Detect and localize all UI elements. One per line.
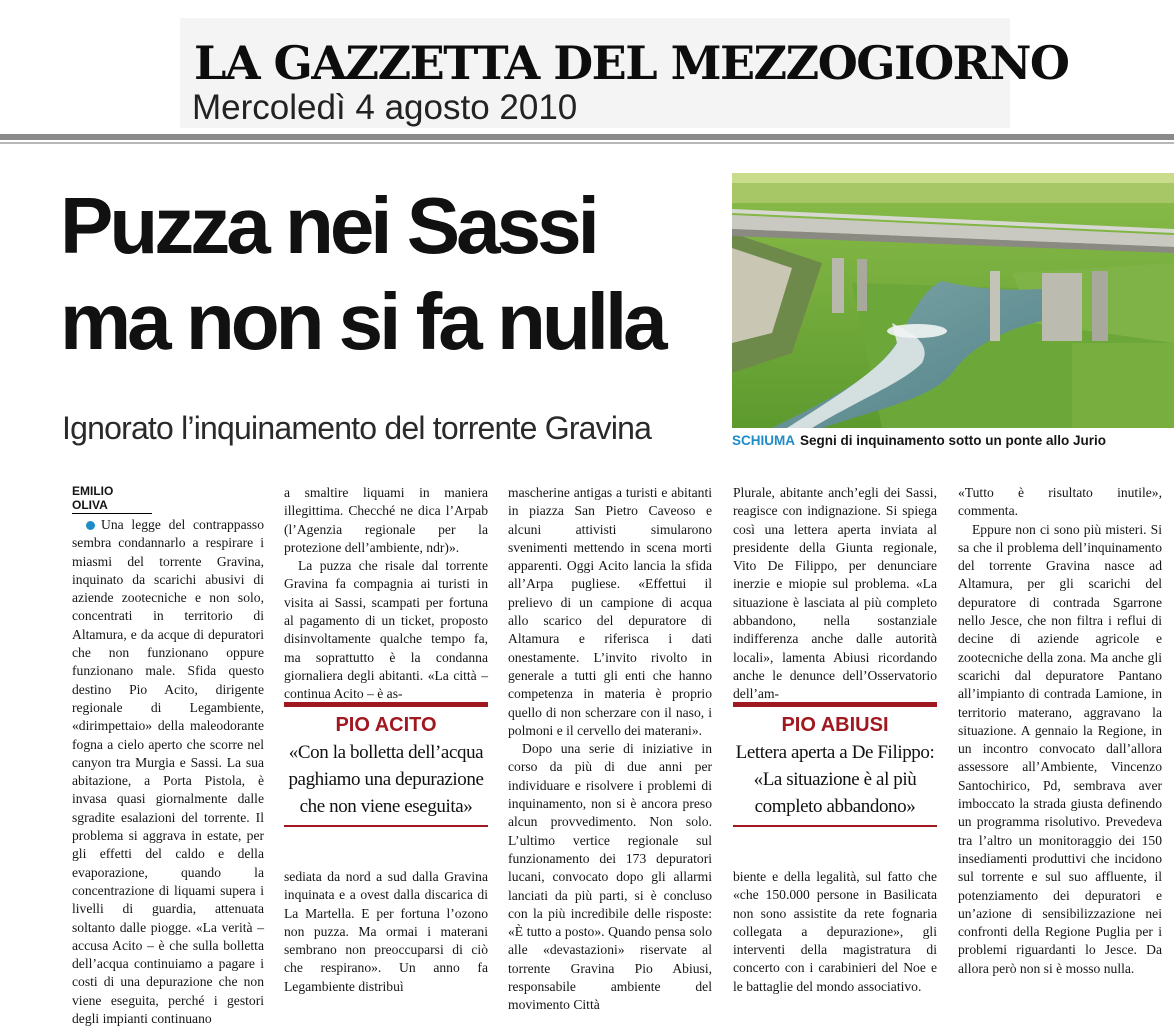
masthead-rule: [0, 134, 1174, 140]
paragraph: a smaltire liquami in maniera illegittima. Checché ne dica l’Arpab (l’Agenzia regionale per la protezione dell’ambiente, ndr)».: [284, 485, 488, 555]
bullet-dot-icon: [86, 521, 95, 530]
pullquote-acito: [284, 702, 488, 827]
paragraph: biente e della legalità, sul fatto che «che 150.000 persone in Basilicata non sono assistite da rete fognaria collegata a depurazione», gli interventi della magistratura di concerto con i carabinieri del Noe e le battaglie del mondo associativo.: [733, 869, 937, 994]
author-name: EMILIO OLIVA: [72, 484, 152, 514]
headline-line-2: ma non si fa nulla: [60, 277, 664, 366]
caption-keyword: SCHIUMA: [732, 433, 795, 448]
pullquote-rule: [284, 825, 488, 827]
paragraph: Dopo una serie di iniziative in corso da più di due anni per individuare e risolvere i problemi di inquinamento, non si è ancora preso alcun provvedimento. Non solo. L’ultimo vertice regionale sul funzionamento dei 173 depuratori lucani, convocato dopo gli allarmi lanciati da più parti, si è concluso con la più incredibile delle risposte: «È tutto a posto». Quando pensa solo alle «devastazioni» riservate al torrente Gravina Pio Abiusi, responsabile ambiente del movimento Città: [508, 741, 712, 1013]
pullquote-text: Lettera aperta a De Filippo: «La situazione è al più completo abbandono»: [735, 742, 935, 817]
masthead: [180, 18, 1069, 128]
article-column-2-top: [284, 484, 488, 702]
byline: [72, 484, 272, 514]
article-column-1: [72, 516, 264, 1027]
paragraph: La puzza che risale dal torrente Gravina fa compagnia ai turisti in visita ai Sassi, scampati per fortuna al pagamento di un ticket, proposto disinvoltamente qualche tempo fa, ma soprattutto è la condanna giornaliera degli abitanti. «La città – continua Acito – è as-: [284, 558, 488, 702]
article-column-5: [958, 484, 1162, 978]
article-column-4-bottom: [733, 868, 937, 994]
photo-caption: [732, 432, 1174, 450]
paragraph: «Tutto è risultato inutile», commenta.: [958, 485, 1162, 519]
article-column-2-bottom: [284, 868, 488, 994]
paragraph: Plurale, abitante anch’egli dei Sassi, reagisce con indignazione. Si spiega così una lettera aperta inviata al presidente della Giunta regionale, Vito De Filippo, per denunciare inerzie e miopie sul problema. «La situazione è lasciata al più completo abbandono, nella sostanziale indifferenza anche dalle autorità locali», lamenta Abiusi ricordando anche le denunce dell’Osservatorio dell’am-: [733, 485, 937, 702]
paragraph: Una legge del contrappasso sembra condannarlo a respirare i miasmi del torrente Gravina, inquinato da scarichi abusivi di aziende zootecniche e non solo, concentrati in territorio di Altamura, e da acque di depuratori che non funzionano oppure funzionano male. Sfida questo destino Pio Acito, dirigente regionale di Legambiente, «dirimpettaio» della maleodorante fogna a cielo aperto che scorre nel canyon tra Murgia e Sassi. La sua abitazione, a Porta Pistola, è invasa quasi giornalmente dalle sgradite esalazioni del torrente. Il problema si aggrava in estate, per gli effetti del caldo e della evaporazione, quando la concentrazione di liquami supera i livelli di guardia, attenuata soltanto dalle piogge. «La verità – accusa Acito – è che sulla bolletta dell’acqua continuiamo a pagare i costi di una depurazione che non viene eseguita, perché i gestori degli impianti continuano: [72, 517, 264, 1027]
pullquote-name: PIO ACITO: [335, 714, 437, 736]
article-subheadline: Ignorato l’inquinamento del torrente Gravina: [62, 410, 652, 446]
bridge-over-stream-image: [732, 173, 1174, 428]
article-headline: [60, 178, 730, 370]
article-column-3: [508, 484, 712, 1013]
paragraph: sediata da nord a sud dalla Gravina inquinata e a ovest dalla discarica di La Martella. E per fortuna l’ozono non puzza. Ma ormai i materani sembrano non preoccuparsi di ciò che respirano». Un anno fa Legambiente distribuì: [284, 869, 488, 994]
pullquote-abiusi: [733, 702, 937, 827]
paragraph: mascherine antigas a turisti e abitanti in piazza San Pietro Caveoso e alcuni attivisti simularono svenimenti mettendo in scena morti apparenti. Oggi Acito lancia la sfida all’Arpa pugliese. «Effettui il prelievo di un campione di acqua allo scarico del depuratore di Altamura e riferisca i dati onestamente. L’invito rivolto in generale a tutti gli enti che hanno competenza in materia è proprio quello di non scherzare con il naso, i polmoni e il cervello dei materani».: [508, 485, 712, 738]
pullquote-text: «Con la bolletta dell’acqua paghiamo una depurazione che non viene eseguita»: [288, 742, 484, 817]
pullquote-rule: [733, 825, 937, 827]
paragraph: Eppure non ci sono più misteri. Si sa che il problema dell’inquinamento del torrente Gravina nasce ad Altamura, per gli scarichi del depuratore di contrada Sgarrone nello Jesce, che non filtra i reflui di decine di aziende agricole e zootecniche della zona. Ma anche gli scarichi dal depuratore Pantano all’impianto di contrada Lamione, in territorio materano, aggravano la situazione. A gennaio la Regione, in un incontro convocato dall’allora assessore all’Ambiente, Vincenzo Santochirico, Pd, sembrava aver imboccato la strada giusta definendo un programma risolutivo. Prevedeva tra l’altro un monitoraggio dei 150 insediamenti produttivi che incidono sul torrente e sul suo affluente, il potenziamento dei depuratori e un’azione di sensibilizzazione nei confronti della Regione Puglia per i problemi riguardanti lo Jesce. Da allora però non si è mosso nulla.: [958, 521, 1162, 976]
headline-line-1: Puzza nei Sassi: [60, 181, 596, 270]
bridge-photo: [732, 173, 1174, 428]
publication-date: Mercoledì 4 agosto 2010: [192, 88, 578, 127]
caption-text: Segni di inquinamento sotto un ponte allo Jurio: [800, 433, 1106, 448]
newspaper-name: LA GAZZETTA DEL MEZZOGIORNO: [194, 36, 1069, 90]
masthead-rule-thin: [0, 142, 1174, 144]
pullquote-bar: [284, 702, 488, 707]
pullquote-name: PIO ABIUSI: [781, 714, 889, 736]
pullquote-bar: [733, 702, 937, 707]
article-column-4-top: [733, 484, 937, 702]
